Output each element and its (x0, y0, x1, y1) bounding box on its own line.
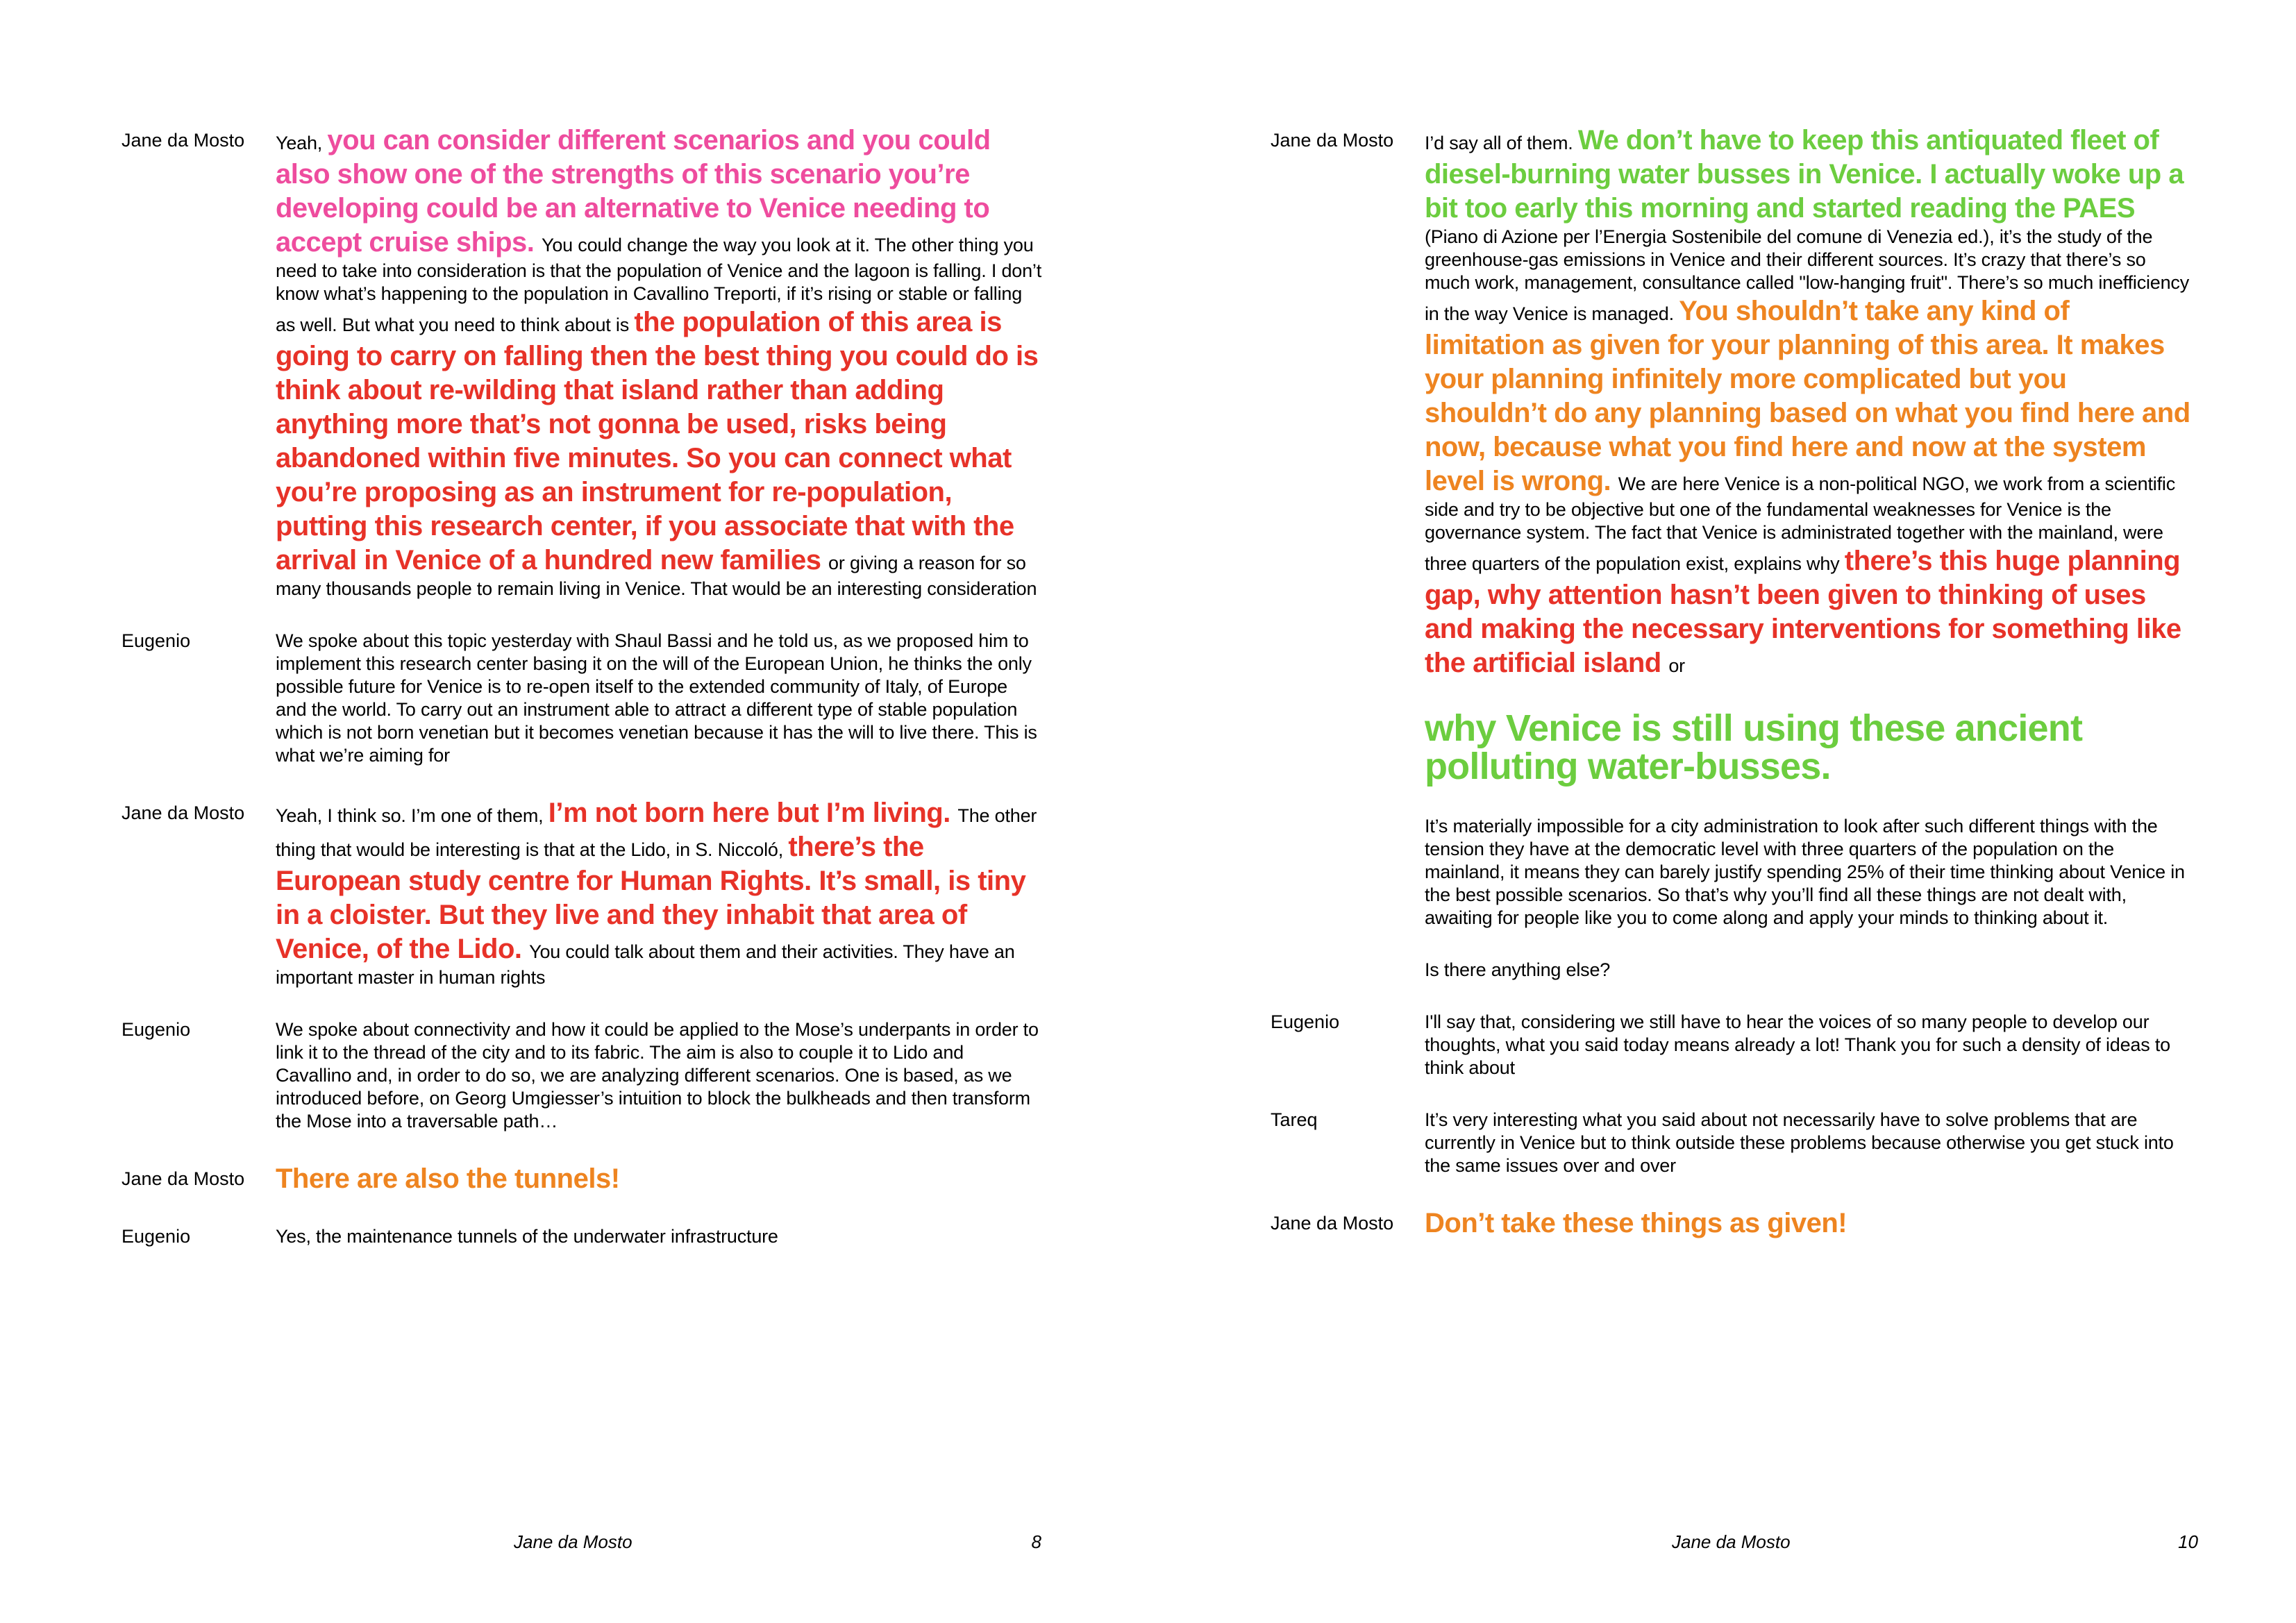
paragraph (276, 796, 1043, 989)
speech-text (276, 1162, 1043, 1196)
page-number: 8 (1031, 1531, 1041, 1552)
speech-block (121, 630, 1043, 767)
paragraph (276, 124, 1043, 600)
paragraph (276, 1018, 1043, 1133)
text-segment: Yeah, I think so. I’m one of them, (276, 805, 548, 826)
text-segment: I’d say all of them. (1425, 133, 1578, 153)
page-number: 10 (2178, 1531, 2198, 1552)
text-segment: Is there anything else? (1425, 959, 1611, 980)
footer (1672, 1531, 2198, 1553)
paragraph (1425, 1109, 2194, 1177)
speaker-label: Eugenio (121, 1019, 191, 1040)
text-segment: you can consider different scenarios and you could also show one of the strengths of this scenario you’re developing could be an alternative to Venice needing to accept cruise ships. (276, 125, 991, 258)
speaker-label: Eugenio (121, 1226, 191, 1247)
text-segment: You shouldn’t take any kind of limitation as given for your planning of this area. It makes your planning infinitely more complicated but you shouldn’t do any planning based on what you find here and now, because what you find here and now at the system level is wrong. (1425, 296, 2190, 496)
speech-block (1271, 1206, 2194, 1241)
text-segment: the population of this area is going to carry on falling then the best thing you could do is think about re-wilding that island rather than adding anything more that’s not gonna be used, risks being abandoned within five minutes. So you can connect what you’re proposing as an instrument for re-population, putting this research center, if you associate that with the arrival in Venice of a hundred new families (276, 307, 1039, 575)
speech-text (276, 630, 1043, 767)
speech-text (276, 1018, 1043, 1133)
speaker-label: Jane da Mosto (121, 130, 245, 151)
speech-block (1271, 1109, 2194, 1177)
text-segment: Yes, the maintenance tunnels of the underwater infrastructure (276, 1226, 778, 1247)
text-segment: It’s very interesting what you said about not necessarily have to solve problems that are currently in Venice but to think outside these problems because otherwise you get stuck into the same issues over and over (1425, 1109, 2174, 1176)
speech-text (276, 1225, 1043, 1248)
pull-quote-heading (1425, 709, 2095, 786)
text-segment: Don’t take these things as given! (1425, 1208, 1847, 1238)
speaker-label: Eugenio (1271, 1011, 1340, 1032)
text-segment: We spoke about this topic yesterday with Shaul Bassi and he told us, as we proposed him to implement this research center basing it on the will of the European Union, he thinks the only possible future for Venice is to re-open itself to the extended community of Italy, of Europe and the world. To carry out an instrument able to attract a different type of stable population which is not born venetian but it becomes venetian because it has the will to live there. This is what we’re aiming for (276, 630, 1037, 766)
speaker-label: Jane da Mosto (121, 1168, 245, 1189)
speech-block (121, 1225, 1043, 1248)
speech-text (1425, 124, 2194, 982)
speech-text (1425, 1109, 2194, 1177)
page-right (1271, 124, 2194, 1270)
paragraph (1425, 124, 2194, 680)
speech-block (121, 796, 1043, 989)
speech-block (121, 1162, 1043, 1196)
speech-block (121, 1018, 1043, 1133)
speaker-label: Eugenio (121, 630, 191, 651)
speech-text (1425, 1011, 2194, 1079)
paragraph (276, 1162, 1043, 1196)
speaker-label: Jane da Mosto (1271, 1213, 1394, 1234)
paragraph (1425, 1011, 2194, 1079)
text-segment: It’s materially impossible for a city administration to look after such different things with the tension they have at the democratic level with three quarters of the population on the mainland, it means they can barely justify spending 25% of their time thinking about Venice in the best possible scenarios. So that’s why you’ll find all these things are not dealt with, awaiting for people like you to come along and apply your minds to thinking about it. (1425, 816, 2185, 928)
text-segment: You could talk about them and their activities. They have an important master in human rights (276, 941, 1015, 988)
text-segment: There are also the tunnels! (276, 1163, 620, 1194)
text-segment: or giving a reason for so many thousands people to remain living in Venice. That would be an interesting consideration (276, 553, 1037, 599)
speech-text (1425, 1206, 2194, 1241)
paragraph (276, 1225, 1043, 1248)
paragraph (1425, 815, 2194, 930)
paragraph (276, 630, 1043, 767)
speech-block (1271, 1011, 2194, 1079)
footer (514, 1531, 1041, 1553)
text-segment: We spoke about connectivity and how it could be applied to the Mose’s underpants in order to link it to the thread of the city and to its fabric. The aim is also to couple it to Lido and Cavallino and, in order to do so, we are analyzing different scenarios. One is based, as we introduced before, on Georg Umgiesser’s intuition to block the bulkheads and then transform the Mose into a traversable path… (276, 1019, 1039, 1132)
text-segment: there’s the European study centre for Human Rights. It’s small, is tiny in a cloister. But they live and they inhabit that area of Venice, of the Lido. (276, 832, 1026, 964)
footer-author: Jane da Mosto (1672, 1531, 1791, 1552)
text-segment: (Piano di Azione per l’Energia Sostenibile del comune di Venezia ed.), it’s the study of the greenhouse-gas emissions in Venice and their different sources. It’s crazy that there’s so much work, management, consultance called "low-hanging fruit". There’s so much inefficiency in the way Venice is managed. (1425, 226, 2190, 324)
speaker-label: Jane da Mosto (1271, 130, 1394, 151)
speech-text (276, 124, 1043, 600)
speaker-label: Tareq (1271, 1109, 1318, 1130)
page-left (121, 124, 1043, 1277)
speech-text (276, 796, 1043, 989)
text-segment: why Venice is still using these ancient polluting water-busses. (1425, 707, 2083, 787)
text-segment: I'll say that, considering we still have to hear the voices of so many people to develop our thoughts, what you said today means already a lot! Thank you for such a density of ideas to think about (1425, 1011, 2170, 1078)
speaker-label: Jane da Mosto (121, 802, 245, 823)
text-segment: We don’t have to keep this antiquated fleet of diesel-burning water busses in Venice. I actually woke up a bit too early this morning and started reading the PAES (1425, 125, 2184, 224)
text-segment: We are here Venice is a non-political NGO, we work from a scientific side and try to be objective but one of the fundamental weaknesses for Venice is the governance system. The fact that Venice is administrated together with the mainland, were three quarters of the population exist, explains why (1425, 473, 2175, 574)
text-segment: The other thing that would be interesting is that at the Lido, in S. Niccoló, (276, 805, 1037, 860)
paragraph (1425, 1206, 2194, 1241)
text-segment: Yeah, (276, 133, 328, 153)
text-segment: there’s this huge planning gap, why attention hasn’t been given to thinking of uses and making the necessary interventions for something like the artificial island (1425, 546, 2181, 678)
speech-block (121, 124, 1043, 600)
text-segment: You could change the way you look at it. The other thing you need to take into consideration is that the population of Venice and the lagoon is falling. I don’t know what’s happening to the population in Cavallino Treporti, if it’s rising or stable or falling as well. But what you need to think about is (276, 235, 1041, 335)
footer-author: Jane da Mosto (514, 1531, 632, 1552)
text-segment: I’m not born here but I’m living. (548, 798, 958, 828)
paragraph (1425, 959, 2194, 982)
text-segment: or (1668, 655, 1685, 676)
speech-block (1271, 124, 2194, 982)
